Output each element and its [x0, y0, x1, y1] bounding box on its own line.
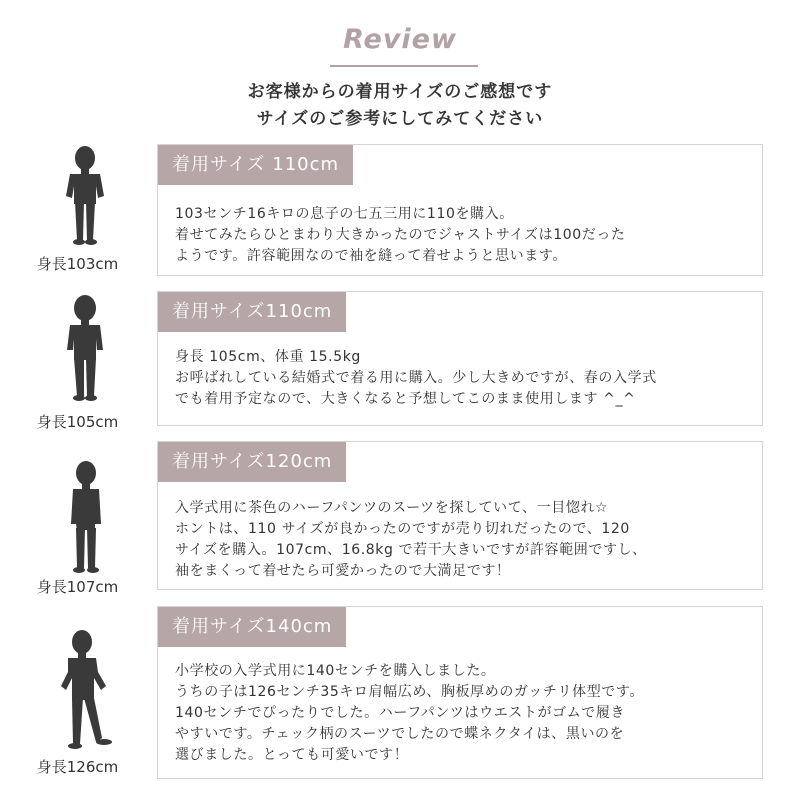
- comment-line: 小学校の入学式用に140センチを購入しました。: [175, 663, 496, 679]
- review-card: [157, 441, 763, 590]
- comment-line: やすいです。チェック柄のスーツでしたので蝶ネクタイは、黒いのを: [175, 726, 625, 742]
- comment-line: 身長 105cm、体重 15.5kg: [175, 349, 361, 365]
- review-card: [157, 144, 763, 276]
- review-card: [157, 606, 763, 779]
- child-height-label: 身長105cm: [36, 413, 119, 431]
- child-silhouette-icon: [56, 628, 118, 754]
- child-height-label: 身長107cm: [36, 578, 119, 596]
- comment-line: でも着用予定なので、大きくなると予想してこのまま使用します ^_^: [175, 391, 636, 407]
- child-silhouette-icon: [60, 144, 110, 248]
- review-comment: [175, 347, 752, 410]
- comment-line: 袖をまくって着せたら可愛かったので大満足です！: [175, 563, 511, 579]
- child-silhouette-icon: [60, 292, 110, 404]
- worn-size-tag: 着用サイズ140cm: [158, 607, 346, 647]
- comment-line: 103センチ16キロの息子の七五三用に110を購入。: [175, 206, 514, 222]
- review-card: [157, 291, 763, 426]
- intro-line-2: サイズのご参考にしてみてください: [256, 109, 544, 129]
- child-height-label: 身長126cm: [36, 758, 119, 776]
- worn-size-tag: 着用サイズ120cm: [158, 442, 346, 482]
- comment-line: 着せてみたらひとまわり大きかったのでジャストサイズは100だった: [175, 227, 626, 243]
- comment-line: うちの子は126センチ35キロ肩幅広め、胸板厚めのガッチリ体型です。: [175, 684, 644, 700]
- review-header-title: Review: [343, 24, 457, 55]
- review-comment: [175, 204, 752, 267]
- comment-line: お呼ばれしている結婚式で着る用に購入。少し大きめですが、春の入学式: [175, 370, 657, 386]
- worn-size-tag: 着用サイズ110cm: [158, 292, 346, 332]
- worn-size-tag: 着用サイズ 110cm: [158, 145, 353, 185]
- header-divider: [330, 65, 478, 67]
- comment-line: サイズを購入。107cm、16.8kg で若干大きいですが許容範囲ですし、: [175, 542, 647, 558]
- comment-line: 選びました。とっても可愛いです！: [175, 747, 409, 763]
- review-comment: [175, 498, 752, 582]
- comment-line: ようです。許容範囲なので袖を縫って着せようと思います。: [175, 248, 567, 264]
- intro-line-1: お客様からの着用サイズのご感想です: [247, 82, 553, 102]
- comment-line: ホントは、110 サイズが良かったのですが売り切れだったので、120: [175, 521, 630, 537]
- child-silhouette-icon: [62, 458, 110, 576]
- child-height-label: 身長103cm: [36, 255, 119, 273]
- comment-line: 入学式用に茶色のハーフパンツのスーツを探していて、一目惚れ☆: [175, 500, 609, 516]
- comment-line: 140センチでぴったりでした。ハーフパンツはウエストがゴムで履き: [175, 705, 626, 721]
- review-comment: [175, 661, 752, 766]
